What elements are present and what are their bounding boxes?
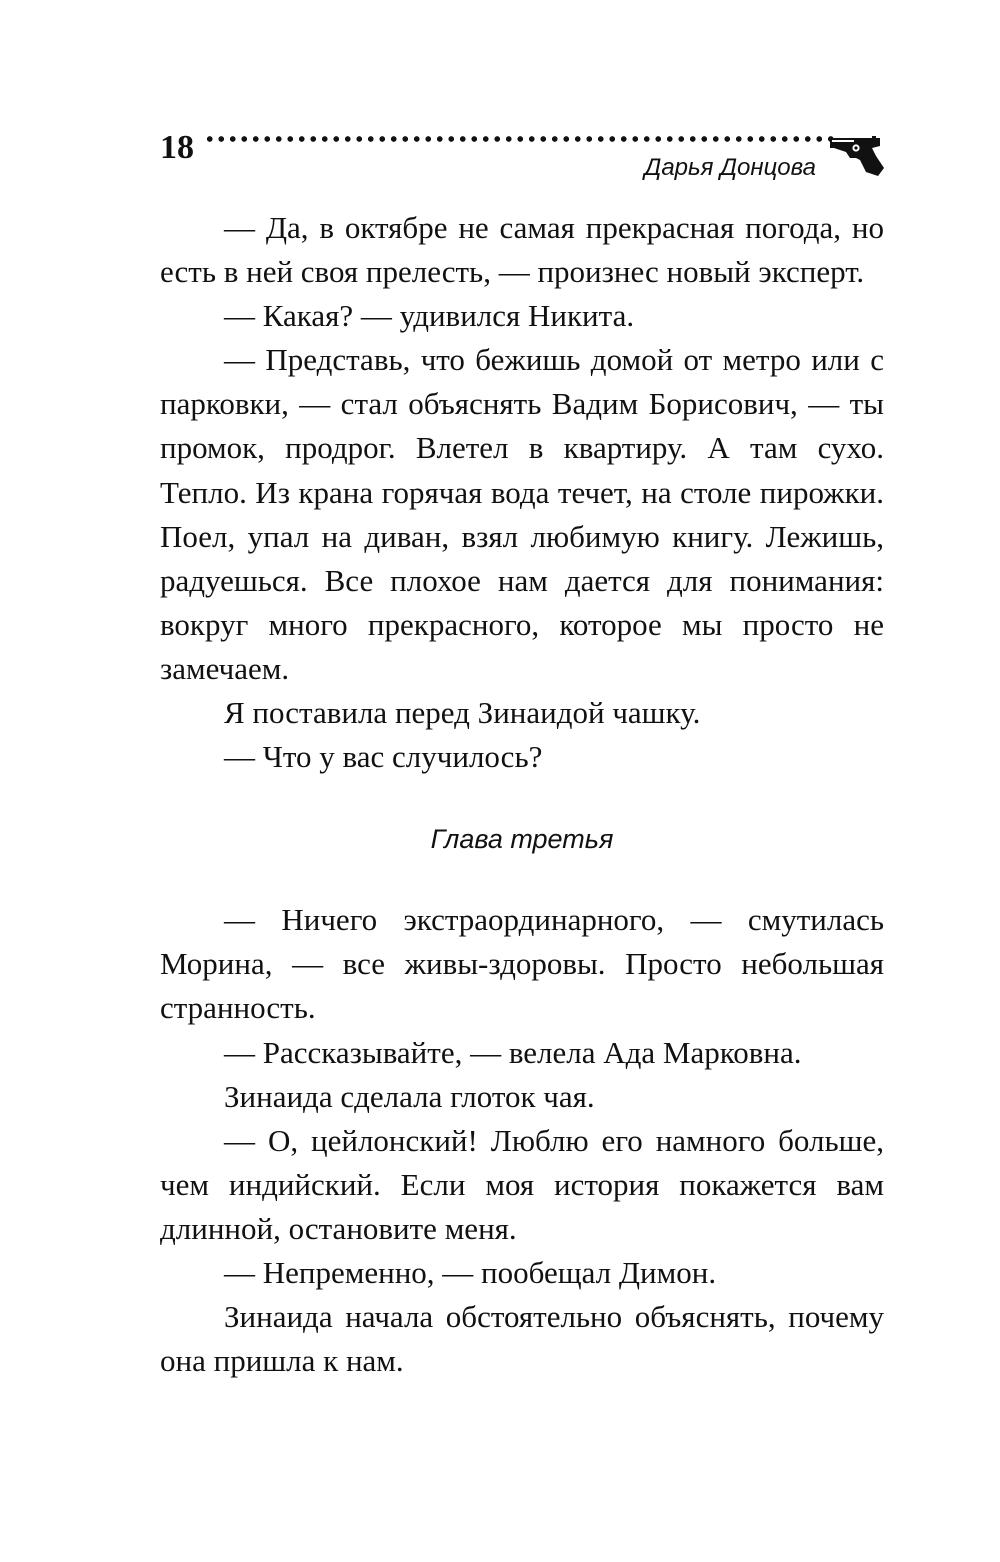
paragraph: — Непременно, — пообещал Димон.: [224, 1254, 717, 1290]
page-body: [160, 206, 884, 1383]
paragraph: — Представь, что бежишь домой от метро или с парковки, — стал объяснять Вадим Борисович, — ты промок, продрог. Влетел в квартиру. А там сухо. Тепло. Из крана горячая вода течет, на столе пирожки. Поел, упал на диван, взял любимую книгу. Лежишь, радуешься. Все плохое нам дается для понимания: вокруг много прекрасного, которое мы просто не замечаем.: [160, 342, 884, 686]
paragraph: Зинаида начала обстоятельно объяснять, почему она пришла к нам.: [160, 1299, 884, 1379]
paragraph: — Да, в октябре не самая прекрасная погода, но есть в ней своя прелесть, — произнес новый эксперт.: [160, 210, 884, 290]
revolver-icon: [826, 134, 886, 178]
paragraph: Я поставила перед Зинаидой чашку.: [224, 695, 701, 731]
paragraph: — Ничего экстраординарного, — смутилась Морина, — все живы-здоровы. Просто небольшая странность.: [160, 902, 884, 1026]
paragraph: Зинаида сделала глоток чая.: [224, 1078, 595, 1114]
author-name: Дарья Донцова: [644, 154, 816, 181]
paragraph: — Рассказывайте, — велела Ада Марковна.: [224, 1034, 802, 1070]
paragraph: — Что у вас случилось?: [224, 739, 543, 775]
page-number: 18: [160, 129, 194, 166]
dotted-leader: [204, 133, 834, 145]
paragraph: — Какая? — удивился Никита.: [224, 298, 635, 334]
chapter-title: Глава третья: [430, 824, 614, 855]
paragraph: — О, цейлонский! Люблю его намного больше, чем индийский. Если моя история покажется вам длинной, остановите меня.: [160, 1122, 884, 1246]
